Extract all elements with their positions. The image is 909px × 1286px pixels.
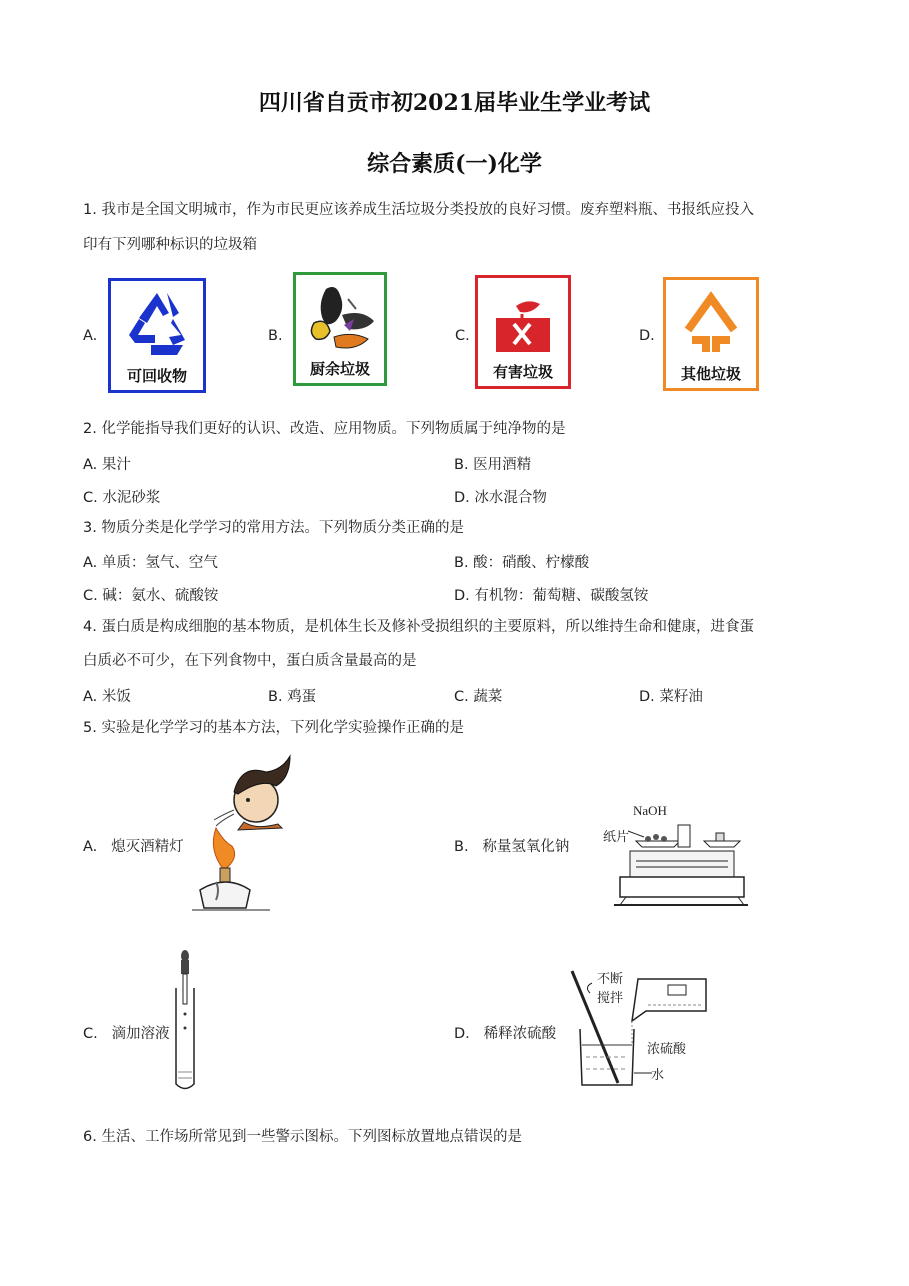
q3-option-d: D. 有机物：葡萄糖、碳酸氢铵 [454,588,649,604]
page-title: 四川省自贡市初2021届毕业生学业考试 [258,90,651,116]
other-waste-bin-sign [663,277,759,391]
acid-label: 浓硫酸 [647,1042,687,1057]
water-label: 水 [651,1068,665,1083]
q5-option-d-letter: D. [454,1026,470,1042]
balance-figure [600,815,750,910]
bin-label-other: 其他垃圾 [680,365,741,383]
q1-option-d-letter: D. [639,328,655,344]
hazardous-icon [478,280,568,356]
dropper-test-tube-figure [170,948,200,1093]
q4-option-c: C. 蔬菜 [454,689,503,705]
q5-stem: 5. 实验是化学学习的基本方法，下列化学实验操作正确的是 [83,720,464,736]
q5-option-c-text: 滴加溶液 [111,1026,170,1042]
q2-option-c: C. 水泥砂浆 [83,490,161,506]
page-subtitle: 综合素质(一)化学 [367,151,542,177]
other-waste-icon [666,282,756,358]
hazardous-bin-sign [475,275,571,389]
q5-option-b-letter: B. [454,839,469,855]
q4-stem-line2: 白质必不可少，在下列食物中，蛋白质含量最高的是 [83,653,417,669]
recycle-icon [111,285,203,365]
bin-label-hazardous: 有害垃圾 [492,363,553,381]
kitchen-waste-bin-sign [293,272,387,386]
food-waste-icon [296,279,384,359]
naoh-label: NaOH [633,803,667,818]
q1-stem-line1: 1. 我市是全国文明城市，作为市民更应该养成生活垃圾分类投放的良好习惯。废弃塑料瓶、书报纸应投入 [83,202,754,218]
q4-stem-line1: 4. 蛋白质是构成细胞的基本物质，是机体生长及修补受损组织的主要原料，所以维持生命和健康，进食蛋 [83,619,754,635]
q2-option-d: D. 冰水混合物 [454,490,547,506]
q5-option-a-letter: A. [83,839,98,855]
q3-option-b: B. 酸：硝酸、柠檬酸 [454,555,590,571]
bin-label-recyclable: 可回收物 [126,367,187,385]
q4-option-b: B. 鸡蛋 [268,689,317,705]
bin-label-kitchen: 厨余垃圾 [309,360,370,378]
q4-option-d: D. 菜籽油 [639,689,703,705]
q4-option-a: A. 米饭 [83,689,131,705]
q5-option-c-letter: C. [83,1026,98,1042]
dilute-acid-figure [562,965,712,1093]
q5-option-d [454,1022,556,1043]
q3-stem: 3. 物质分类是化学学习的常用方法。下列物质分类正确的是 [83,520,464,536]
q3-option-a: A. 单质：氢气、空气 [83,555,218,571]
q2-option-a: A. 果汁 [83,457,131,473]
q2-option-b: B. 医用酒精 [454,457,532,473]
q1-option-a-letter: A. [83,328,98,344]
flame-icon [213,828,234,870]
q3-option-c: C. 碱：氨水、硫酸铵 [83,588,219,604]
q5-option-b-text: 称量氢氧化钠 [482,839,570,855]
q1-option-c-letter: C. [455,328,470,344]
q1-option-b-letter: B. [268,328,283,344]
recyclable-bin-sign [108,278,206,393]
blow-out-lamp-figure [186,750,301,912]
q5-option-b [454,835,569,856]
q5-option-d-text: 稀释浓硫酸 [483,1026,557,1042]
stir-label-2: 搅拌 [597,991,624,1006]
q5-option-a [83,835,184,856]
paper-label: 纸片 [603,830,630,845]
q5-option-a-text: 熄灭酒精灯 [111,839,184,855]
q1-stem-line2: 印有下列哪种标识的垃圾箱 [83,237,257,253]
q5-option-c [83,1022,170,1043]
q2-stem: 2. 化学能指导我们更好的认识、改造、应用物质。下列物质属于纯净物的是 [83,421,566,437]
stir-label: 不断 [597,972,624,987]
q6-stem: 6. 生活、工作场所常见到一些警示图标。下列图标放置地点错误的是 [83,1129,522,1145]
